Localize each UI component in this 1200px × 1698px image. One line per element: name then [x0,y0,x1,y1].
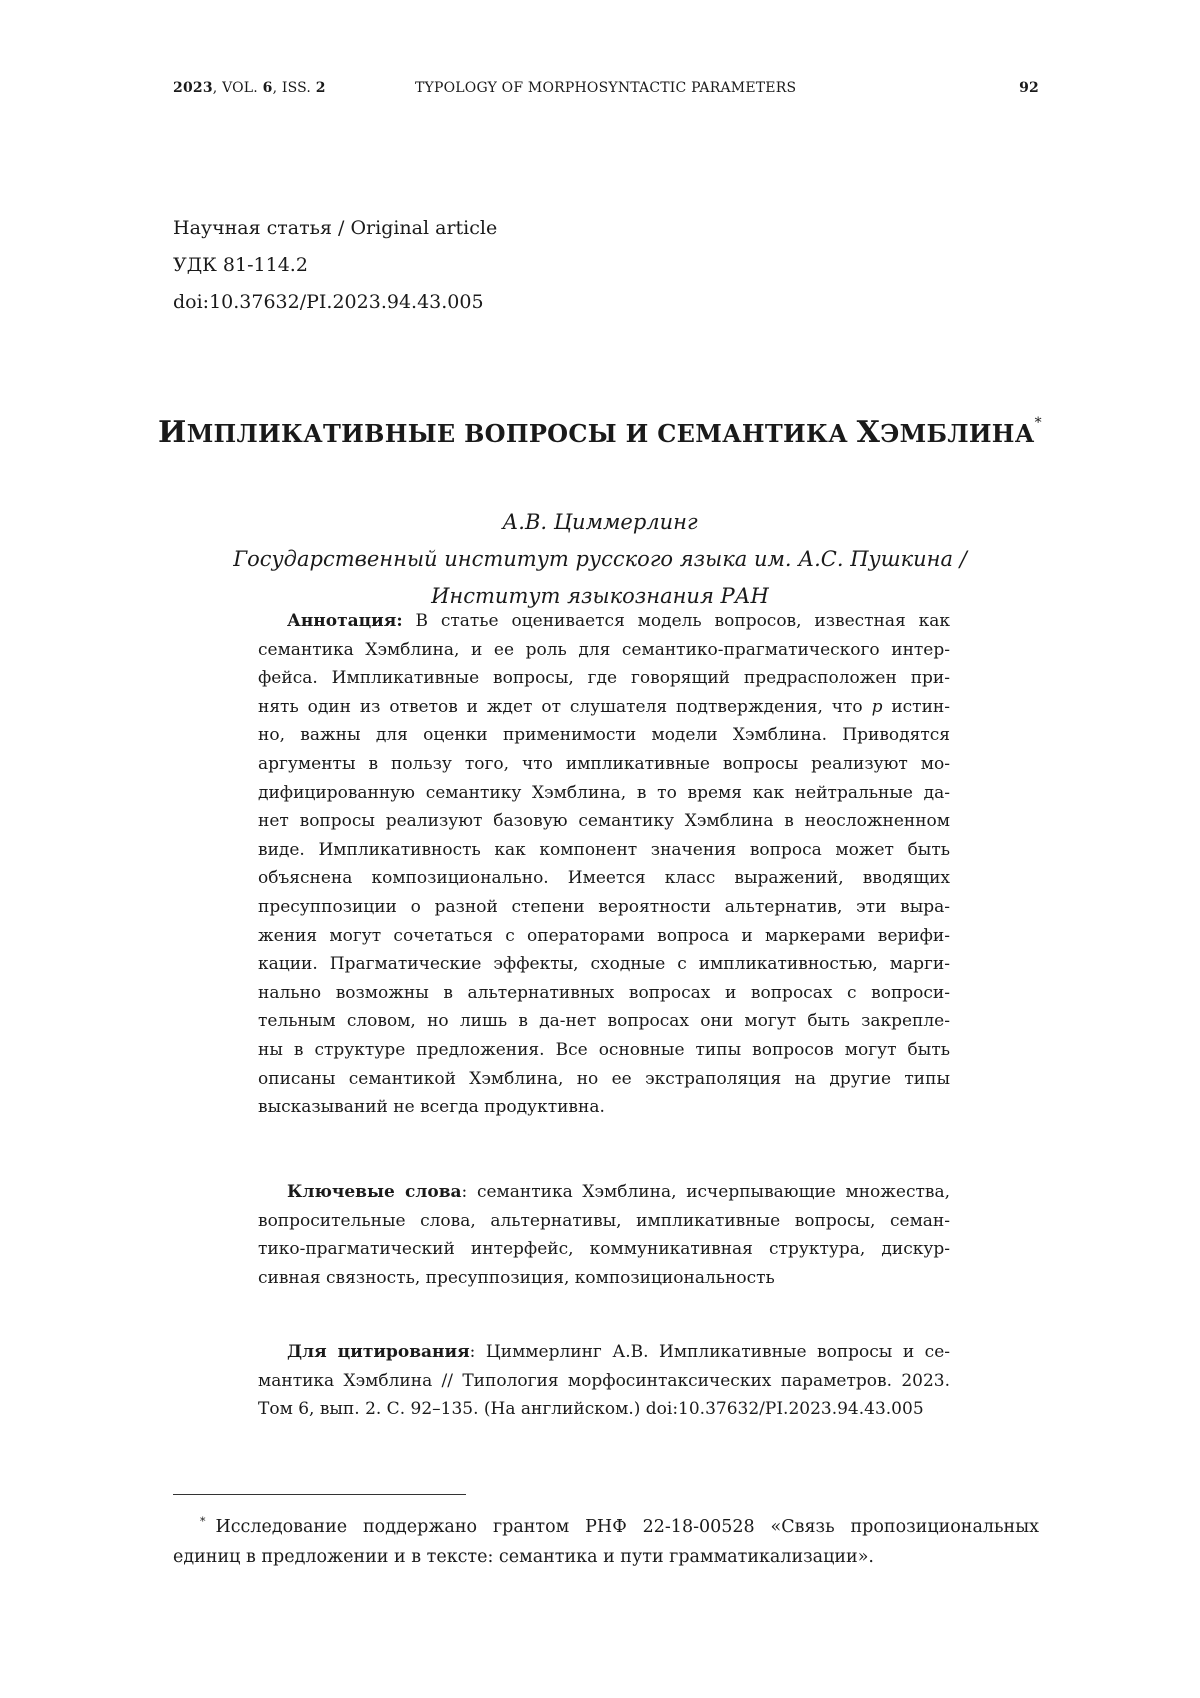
citation-line: Том 6, вып. 2. С. 92–135. (На английском.) doi:10.37632/PI.2023.94.43.005 [258,1399,924,1420]
citation-line [258,1338,950,1367]
abstract-line: пресуппозиции о разной степени вероятности альтернатив, эти выра- [258,896,950,917]
abstract-line [258,607,950,636]
volume: 6 [262,80,273,96]
keywords-line [258,1178,950,1207]
journal-issue-info [173,80,326,96]
title-initial-2: Х [856,415,881,450]
citation-text: : Циммерлинг А.В. Импликативные вопросы и се- [469,1342,950,1362]
keywords-text: : семантика Хэмблина, исчерпывающие множества, [461,1182,951,1202]
footnote-divider [173,1494,466,1495]
abstract-label: Аннотация: [287,611,403,631]
vol-label: , VOL. [212,80,263,96]
abstract-text: истин- [882,696,950,717]
article-type: Научная статья / Original article [173,217,498,239]
citation [258,1338,950,1424]
doi: doi:10.37632/PI.2023.94.43.005 [173,291,484,313]
footnote [173,1513,1039,1572]
title-part-2: ЭМБЛИНА [880,419,1035,448]
article-meta [173,210,497,321]
footnote-line [173,1513,1039,1543]
footnote-mark: * [200,1515,206,1528]
year: 2023 [173,80,213,96]
abstract-line: нет вопросы реализуют базовую семантику Хэмблина в неосложненном [258,811,950,832]
iss-label: , ISS. [272,80,316,96]
abstract-line: дифицированную семантику Хэмблина, в то время как нейтральные да- [258,782,950,803]
variable-p: p [871,696,883,717]
running-head [173,80,1039,102]
abstract-line [258,693,950,722]
abstract-line: нально возможны в альтернативных вопросах и вопросах с вопроси- [258,982,950,1003]
author-name: А.В. Циммерлинг [502,510,698,534]
affiliation-line-2: Институт языкознания РАН [431,584,769,608]
footnote-text: Исследование поддержано грантом РНФ 22-18-00528 «Связь пропозициональных [215,1517,1039,1537]
issue: 2 [315,80,326,96]
citation-line: мантика Хэмблина // Типология морфосинтаксических параметров. 2023. [258,1370,950,1391]
abstract-line: аргументы в пользу того, что импликативные вопросы реализуют мо- [258,753,950,774]
abstract-line: виде. Импликативность как компонент значения вопроса может быть [258,839,950,860]
abstract-line: ны в структуре предложения. Все основные типы вопросов могут быть [258,1039,950,1060]
footnote-line: единиц в предложении и в тексте: семантика и пути грамматикализации». [173,1547,874,1567]
title-part-1: МПЛИКАТИВНЫЕ ВОПРОСЫ И СЕМАНТИКА [186,419,857,448]
abstract-text: нять один из ответов и ждет от слушателя подтверждения, что [258,696,863,717]
abstract-line: объяснена композиционально. Имеется класс выражений, вводящих [258,868,950,889]
abstract-line: жения могут сочетаться с операторами вопроса и маркерами верифи- [258,925,950,946]
citation-label: Для цитирования [287,1342,470,1362]
abstract-line: кации. Прагматические эффекты, сходные с импликативностью, марги- [258,954,950,975]
abstract-line: высказываний не всегда продуктивна. [258,1097,605,1118]
abstract [258,607,950,1122]
keywords-line: сивная связность, пресуппозиция, композициональность [258,1267,775,1288]
abstract-line: тельным словом, но лишь в да-нет вопросах они могут быть закрепле- [258,1011,950,1032]
page-number: 92 [1019,80,1039,96]
keywords-line: вопросительные слова, альтернативы, импликативные вопросы, семан- [258,1210,950,1231]
abstract-line: описаны семантикой Хэмблина, но ее экстраполяция на другие типы [258,1068,950,1089]
keywords-label: Ключевые слова [287,1182,462,1202]
affiliation-line-1: Государственный институт русского языка им. А.С. Пушкина / [233,547,967,571]
abstract-line: семантика Хэмблина, и ее роль для семантико-прагматического интер- [258,639,950,660]
journal-title: TYPOLOGY OF MORPHOSYNTACTIC PARAMETERS [415,80,797,96]
abstract-line: но, важны для оценки применимости модели Хэмблина. Приводятся [258,725,950,746]
keywords-line: тико-прагматический интерфейс, коммуникативная структура, дискур- [258,1239,950,1260]
keywords [258,1178,950,1292]
abstract-line: фейса. Импликативные вопросы, где говорящий предрасположен при- [258,668,950,689]
udc-code: УДК 81-114.2 [173,254,308,276]
title-footnote-mark: * [1034,415,1042,431]
title-initial-1: И [158,415,187,450]
article-title [0,415,1200,450]
abstract-text: В статье оценивается модель вопросов, известная как [402,611,950,631]
author-block [0,504,1200,615]
